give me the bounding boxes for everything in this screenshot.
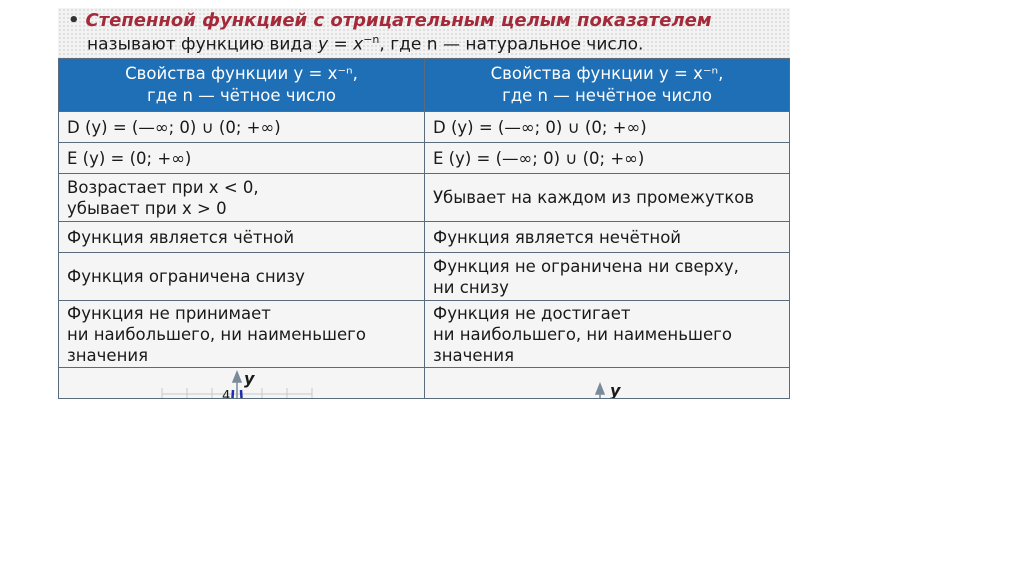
cell-parity-even: Функция является чётной (59, 222, 425, 253)
y-axis-label-even: y (244, 369, 255, 388)
cell-parity-odd: Функция является нечётной (425, 222, 790, 253)
cell-extrema-even: Функция не принимает ни наибольшего, ни наименьшего значения (59, 301, 425, 368)
cell-bounded-odd: Функция не ограничена ни сверху, ни снизу (425, 253, 790, 301)
table-row-graphs (59, 368, 790, 399)
graph-even-plot: y x y = x$^{-4}$ −3 −2 −1 0 1 2 3 1 2 3 4 (155, 369, 337, 523)
cell-range-even: E (y) = (0; +∞) (59, 143, 425, 174)
properties-table (58, 58, 790, 523)
cell-domain-even: D (y) = (—∞; 0) ∪ (0; +∞) (59, 112, 425, 143)
definition-prefix: называют функцию вида (87, 34, 319, 55)
table-header-row (59, 59, 790, 112)
graph-odd-plot: y x y = x$^{-3}$ −3 −2 −1 0 1 2 3 2 1 −1 −2 (425, 368, 790, 399)
cell-monotonic-odd: Убывает на каждом из промежутков (425, 174, 790, 222)
bullet: • (68, 10, 80, 31)
table-row-extrema (59, 301, 790, 368)
cell-bounded-even: Функция ограничена снизу (59, 253, 425, 301)
cell-range-odd: E (y) = (—∞; 0) ∪ (0; +∞) (425, 143, 790, 174)
y-axis-label-odd: y (610, 381, 621, 400)
y-ticks-even: 1 2 3 4 (222, 389, 231, 482)
table-row-range (59, 143, 790, 174)
header-even: Свойства функции y = x⁻ⁿ, где n — чётное число (59, 59, 425, 112)
table-row-domain (59, 112, 790, 143)
intro-definition-title (68, 10, 712, 31)
header-odd: Свойства функции y = x⁻ⁿ, где n — нечётное число (425, 59, 790, 112)
definition-term: Степенной функцией с отрицательным целым показателем (85, 10, 712, 31)
intro-definition-body (87, 33, 643, 55)
y-tick-label: 4 (222, 389, 231, 404)
definition-formula: y = x (318, 34, 364, 55)
cell-extrema-odd: Функция не достигает ни наибольшего, ни наименьшего значения (425, 301, 790, 368)
graph-cell-odd (425, 368, 790, 517)
table-row-parity (59, 222, 790, 253)
cell-domain-odd: D (y) = (—∞; 0) ∪ (0; +∞) (425, 112, 790, 143)
cell-monotonic-even: Возрастает при x < 0, убывает при x > 0 (59, 174, 425, 222)
graph-cell-even (59, 368, 425, 523)
table-row-bounded (59, 253, 790, 301)
definition-exponent: −n (363, 33, 380, 46)
table-row-monotonic (59, 174, 790, 222)
definition-suffix: , где n — натуральное число. (379, 34, 644, 55)
